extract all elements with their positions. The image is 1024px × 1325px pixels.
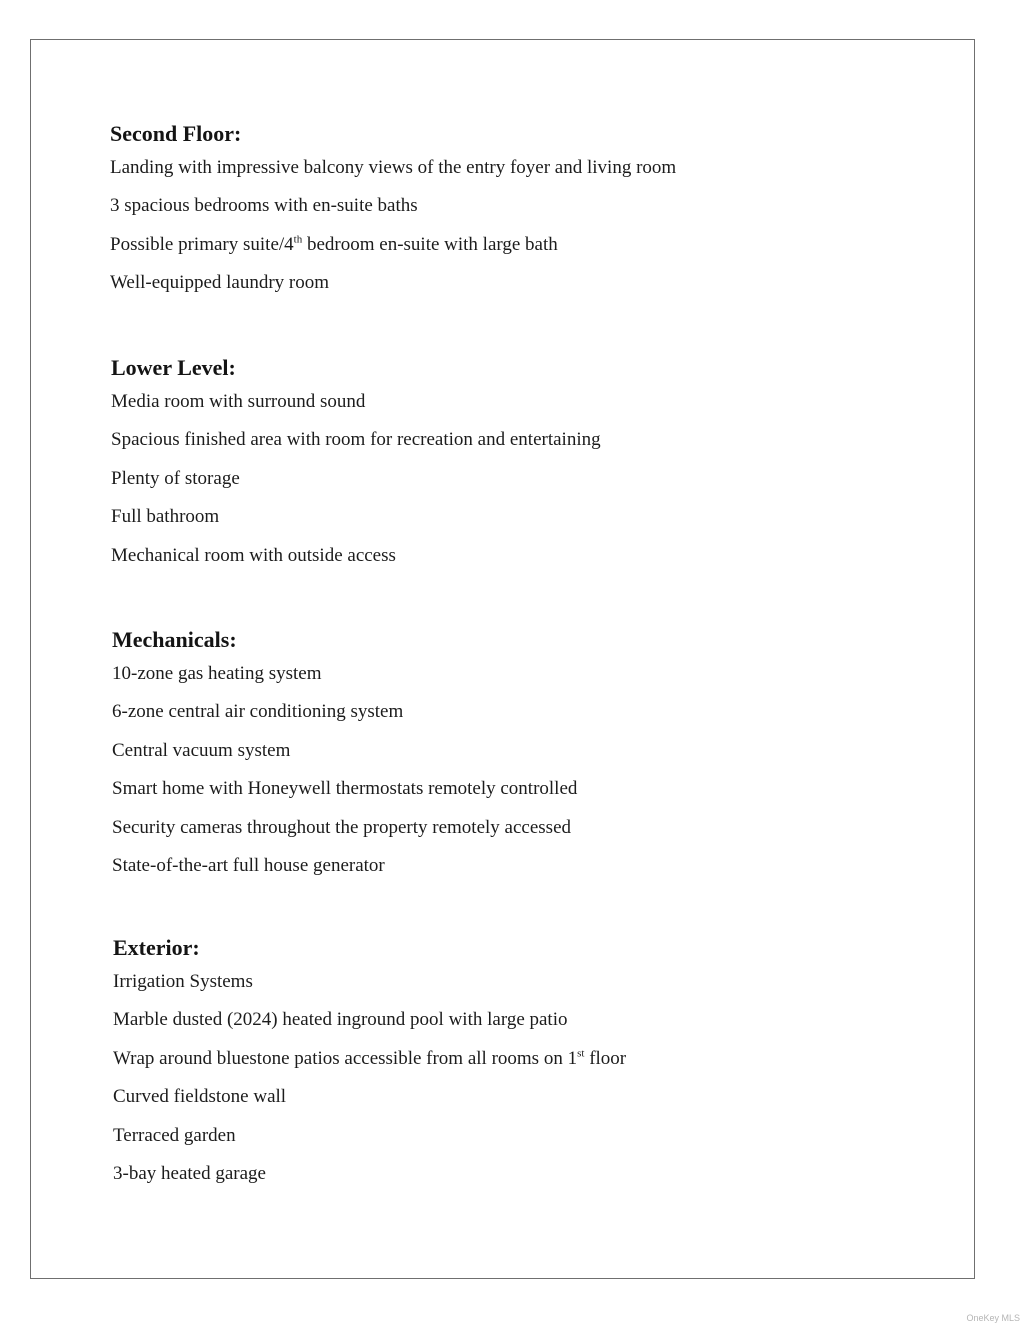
list-item: 3 spacious bedrooms with en-suite baths: [110, 195, 418, 217]
feature-list: [111, 391, 871, 567]
ordinal-suffix: st: [577, 1047, 585, 1060]
list-item: 3-bay heated garage: [113, 1162, 266, 1184]
list-item: Irrigation Systems: [113, 971, 253, 992]
watermark: OneKey MLS: [966, 1313, 1020, 1323]
item-text: floor: [584, 1047, 627, 1069]
item-text: Wrap around bluestone patios accessible from all rooms on 1: [113, 1047, 578, 1069]
list-item: Curved fieldstone wall: [113, 1086, 287, 1108]
list-item: Landing with impressive balcony views of the entry foyer and living room: [110, 157, 677, 178]
list-item: Media room with surround sound: [111, 391, 366, 412]
feature-list: [112, 663, 872, 877]
section-heading: Lower Level:: [111, 355, 236, 380]
list-item: State-of-the-art full house generator: [112, 854, 385, 876]
feature-list: [113, 971, 873, 1185]
list-item: Well-equipped laundry room: [110, 272, 330, 294]
section-exterior: [113, 935, 873, 1201]
list-item: 10-zone gas heating system: [112, 663, 322, 684]
list-item: Central vacuum system: [112, 739, 291, 761]
list-item: Full bathroom: [111, 506, 220, 528]
ordinal-suffix: th: [293, 233, 303, 246]
section-heading: Mechanicals:: [112, 627, 237, 652]
list-item: Spacious finished area with room for recreation and entertaining: [111, 429, 601, 451]
section-second-floor: [110, 121, 870, 311]
list-item: Smart home with Honeywell thermostats remotely controlled: [112, 778, 578, 800]
list-item: [110, 234, 870, 256]
section-lower-level: [111, 355, 871, 583]
list-item: Mechanical room with outside access: [111, 544, 396, 566]
feature-list: [110, 157, 870, 294]
list-item: Plenty of storage: [111, 467, 240, 489]
section-mechanicals: [112, 627, 872, 893]
list-item: Security cameras throughout the property remotely accessed: [112, 816, 571, 838]
section-heading: Second Floor:: [110, 121, 242, 146]
item-text: Possible primary suite/4: [110, 233, 294, 255]
list-item: [113, 1048, 873, 1070]
list-item: Marble dusted (2024) heated inground pool with large patio: [113, 1009, 568, 1031]
list-item: Terraced garden: [113, 1124, 236, 1146]
list-item: 6-zone central air conditioning system: [112, 701, 404, 723]
section-heading: Exterior:: [113, 935, 200, 960]
item-text: bedroom en-suite with large bath: [302, 233, 558, 255]
